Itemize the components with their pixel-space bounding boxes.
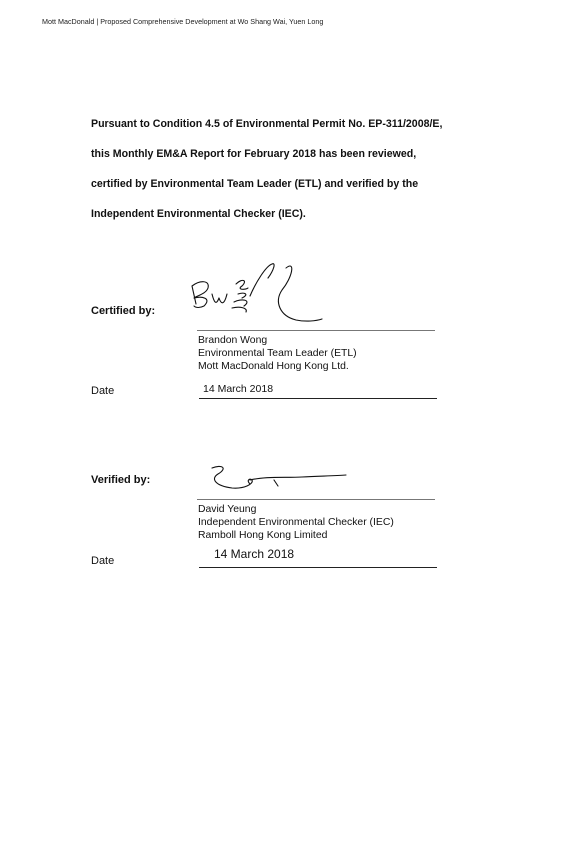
etl-name: Brandon Wong (198, 335, 268, 346)
statement-line: Independent Environmental Checker (IEC). (91, 208, 306, 220)
iec-signature-line (197, 499, 435, 500)
etl-company: Mott MacDonald Hong Kong Ltd. (198, 361, 349, 372)
verified-date-label: Date (91, 555, 115, 567)
certified-by-label: Certified by: (91, 305, 156, 317)
certified-date-label: Date (91, 385, 115, 397)
iec-signature-image (206, 462, 356, 494)
statement-line: Pursuant to Condition 4.5 of Environmental Permit No. EP-311/2008/E, (91, 118, 443, 130)
iec-company: Ramboll Hong Kong Limited (198, 530, 328, 541)
verified-by-label: Verified by: (91, 474, 151, 486)
certified-date-line (199, 398, 437, 399)
running-header: Mott MacDonald | Proposed Comprehensive Development at Wo Shang Wai, Yuen Long (42, 17, 324, 26)
certification-statement (91, 118, 531, 238)
statement-line: certified by Environmental Team Leader (ETL) and verified by the (91, 178, 419, 190)
etl-role: Environmental Team Leader (ETL) (198, 348, 357, 359)
iec-details (198, 503, 394, 542)
etl-signature-image (186, 258, 326, 328)
statement-line: this Monthly EM&A Report for February 2018 has been reviewed, (91, 148, 417, 160)
iec-name: David Yeung (198, 504, 257, 515)
verified-date-line (199, 567, 437, 568)
etl-details (198, 334, 357, 373)
certified-date: 14 March 2018 (203, 383, 274, 395)
etl-signature-line (197, 330, 435, 331)
verified-date: 14 March 2018 (214, 547, 295, 561)
iec-role: Independent Environmental Checker (IEC) (198, 517, 394, 528)
